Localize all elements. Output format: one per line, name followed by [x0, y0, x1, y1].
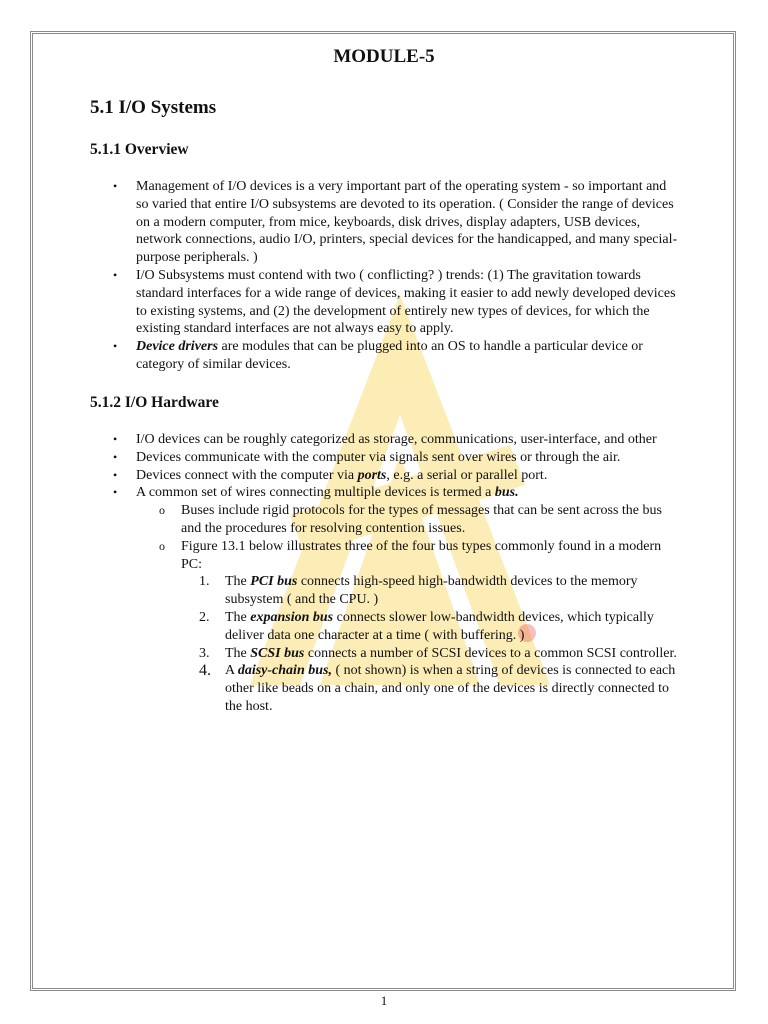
item-number: 1.	[199, 574, 210, 590]
term-daisy-chain-bus: daisy-chain bus,	[237, 663, 332, 679]
sub-list-item: o Figure 13.1 below illustrates three of the four bus types commonly found in a modern PC: 1. The PCI bus connects high-speed high-bandwidth devices to the memory subsystem ( and the CPU. ) 2. The expansion bus connects slower low-bandwidth devices, which typically deliver data one character at a time ( with buffering. ) 3. The SCSI bus connects a number of SCSI devices to a common SCSI controller. 4. A daisy-chain bus, ( not shown) is when a string of devices is connected to each other like beads on a chain, and only one of the devices is directly connected to the host.	[181, 538, 681, 716]
overview-list	[113, 178, 681, 374]
list-item: • A common set of wires connecting multiple devices is termed a bus. o Buses include rigid protocols for the types of messages that can be sent across the bus and the procedures for resolving contention issues. o Figure 13.1 below illustrates three of the four bus types commonly found in a modern PC: 1. The PCI bus connects high-speed high-bandwidth devices to the memory subsystem ( and the CPU. ) 2. The expansion bus connects slower low-bandwidth devices, which typically deliver data one character at a time ( with buffering. ) 3. The SCSI bus connects a number of SCSI devices to a common SCSI controller. 4. A daisy-chain bus, ( not shown) is when a string of devices is connected to each other like beads on a chain, and only one of the devices is directly connected to the host.	[136, 484, 681, 715]
term-pci-bus: PCI bus	[250, 574, 298, 590]
overview-bullet-1: Management of I/O devices is a very important part of the operating system - so important and so varied that entire I/O subsystems are devoted to its operation. ( Consider the range of devices on a modern computer, from mice, keyboards, disk drives, display adapters, USB devices, network connections, audio I/O, printers, special devices for the handicapped, and many special-purpose peripherals. )	[136, 179, 678, 266]
list-item: • Devices connect with the computer via ports, e.g. a serial or parallel port.	[113, 467, 548, 483]
module-title: MODULE-5	[333, 46, 435, 67]
list-item: • I/O devices can be roughly categorized as storage, communications, user-interface, and other	[113, 432, 657, 447]
numbered-item	[199, 645, 681, 663]
hardware-heading: 5.1.2 I/O Hardware	[90, 394, 219, 411]
list-item: • Device drivers are modules that can be plugged into an OS to handle a particular device or category of similar devices.	[113, 339, 643, 372]
list-item: • I/O Subsystems must contend with two ( conflicting? ) trends: (1) The gravitation towards standard interfaces for a wide range of devices, making it easier to add newly developed devices to existing systems, and (2) the development of entirely new types of devices, for which the existing standard interfaces are not always easy to apply.	[113, 267, 676, 337]
sub-list-item: o Buses include rigid protocols for the types of messages that can be sent across the bus and the procedures for resolving contention issues.	[159, 503, 662, 536]
term-expansion-bus: expansion bus	[250, 609, 334, 625]
hardware-bullet-4-pre: A common set of wires connecting multiple devices is termed a	[136, 485, 495, 501]
bus-sublist	[136, 502, 681, 716]
numbered-item	[199, 662, 681, 715]
item-pre: The	[225, 609, 251, 625]
bus-sub-2: Figure 13.1 below illustrates three of the four bus types commonly found in a modern PC:	[181, 538, 662, 572]
hardware-list	[113, 431, 681, 716]
overview-heading: 5.1.1 Overview	[90, 141, 189, 158]
term-ports: ports	[357, 467, 387, 483]
hardware-bullet-2: Devices communicate with the computer via signals sent over wires or through the air.	[136, 449, 621, 465]
list-item: • Management of I/O devices is a very important part of the operating system - so important and so varied that entire I/O subsystems are devoted to its operation. ( Consider the range of devices on a modern computer, from mice, keyboards, disk drives, display adapters, USB devices, network connections, audio I/O, printers, special devices for the handicapped, and many special-purpose peripherals. )	[113, 179, 678, 266]
item-pre: A	[225, 663, 238, 679]
bus-types-list	[181, 573, 681, 715]
item-post: connects a number of SCSI devices to a common SCSI controller.	[304, 645, 677, 661]
item-pre: The	[225, 574, 251, 590]
section-title: 5.1 I/O Systems	[90, 97, 217, 118]
item-post: connects high-speed high-bandwidth devices to the memory subsystem ( and the CPU. )	[225, 574, 638, 608]
item-post: ( not shown) is when a string of devices is connected to each other like beads on a chain, and only one of the devices is directly connected to the host.	[225, 663, 676, 714]
item-number: 4.	[199, 662, 211, 680]
numbered-item	[199, 609, 681, 645]
numbered-item	[199, 573, 681, 609]
item-post: connects slower low-bandwidth devices, which typically deliver data one character at a time ( with buffering. )	[225, 609, 654, 643]
bus-sub-1: Buses include rigid protocols for the types of messages that can be sent across the bus and the procedures for resolving contention issues.	[181, 503, 662, 536]
item-number: 2.	[199, 609, 210, 625]
page-number: 1	[380, 993, 388, 1008]
hardware-bullet-1: I/O devices can be roughly categorized as storage, communications, user-interface, and other	[136, 432, 657, 447]
list-item: • Devices communicate with the computer via signals sent over wires or through the air.	[113, 449, 621, 465]
term-scsi-bus: SCSI bus	[250, 645, 305, 661]
item-number: 3.	[199, 645, 210, 661]
term-device-drivers: Device drivers	[136, 339, 219, 355]
term-bus: bus.	[494, 485, 519, 501]
hardware-bullet-3-pre: Devices connect with the computer via	[136, 467, 358, 483]
item-pre: The	[225, 645, 251, 661]
hardware-bullet-3-post: , e.g. a serial or parallel port.	[386, 467, 548, 483]
overview-bullet-2: I/O Subsystems must contend with two ( conflicting? ) trends: (1) The gravitation towards standard interfaces for a wide range of devices, making it easier to add newly developed devices to existing systems, and (2) the development of entirely new types of devices, for which the existing standard interfaces are not always easy to apply.	[136, 267, 676, 337]
overview-bullet-3: are modules that can be plugged into an OS to handle a particular device or category of similar devices.	[136, 339, 643, 372]
